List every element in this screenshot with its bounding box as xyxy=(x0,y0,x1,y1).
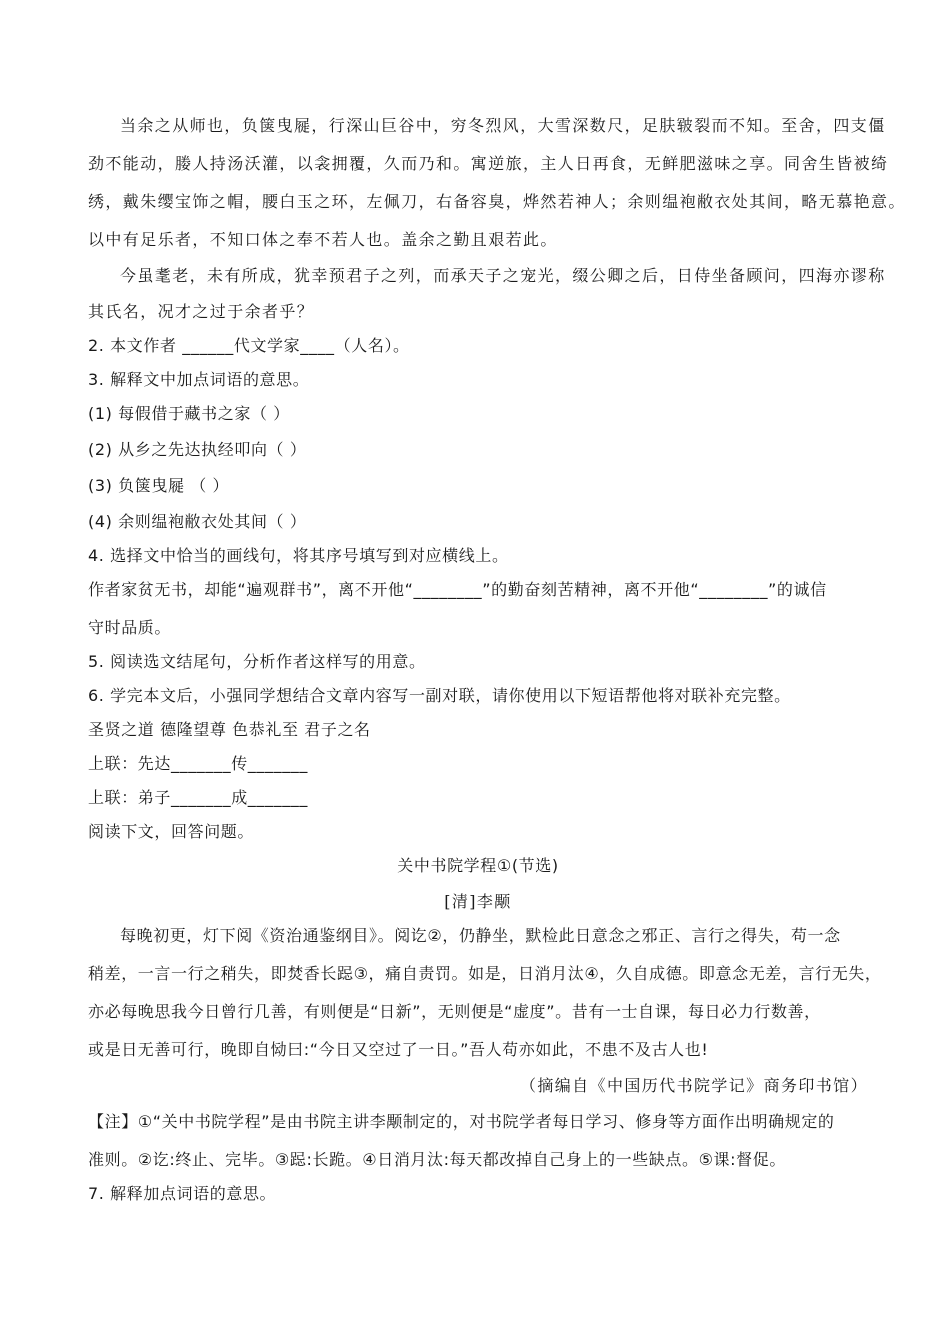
question-4: 4. 选择文中恰当的画线句，将其序号填写到对应横线上。 xyxy=(88,546,509,565)
passage1-line: 今虽耄老，未有所成，犹幸预君子之列，而承天子之宠光，缀公卿之后，日侍坐备顾问，四海亦谬称 xyxy=(120,266,886,285)
question-6-phrases: 圣贤之道 德隆望尊 色恭礼至 君子之名 xyxy=(88,720,371,739)
passage2-author: [清]李颙 xyxy=(444,892,512,911)
passage2-note: 准则。②讫:终止、完毕。③跽:长跪。④日消月汰:每天都改掉自己身上的一些缺点。⑤课:督促。 xyxy=(88,1150,786,1169)
passage2-line: 稍差，一言一行之稍失，即焚香长跽③，痛自责罚。如是，日消月汰④，久自成德。即意念无差，言行无失， xyxy=(88,964,882,983)
passage2-line: 每晚初更，灯下阅《资治通鉴纲目》。阅讫②，仍静坐，默检此日意念之邪正、言行之得失，苟一念 xyxy=(120,926,841,945)
question-6: 6. 学完本文后，小强同学想结合文章内容写一副对联，请你使用以下短语帮他将对联补充完整。 xyxy=(88,686,791,705)
question-4-text: 作者家贫无书，却能“遍观群书”，离不开他“________”的勤奋刻苦精神，离不开他“________”的诚信 xyxy=(88,580,827,599)
passage2-source: （摘编自《中国历代书院学记》商务印书馆） xyxy=(519,1076,868,1095)
couplet-line-1: 上联：先达_______传_______ xyxy=(88,754,308,773)
passage1-line: 当余之从师也，负箧曳屣，行深山巨谷中，穷冬烈风，大雪深数尺，足肤皲裂而不知。至舍，四支僵 xyxy=(120,116,886,135)
passage2-title: 关中书院学程①(节选) xyxy=(397,856,559,875)
reading-instruction: 阅读下文，回答问题。 xyxy=(88,822,255,841)
passage1-line: 以中有足乐者，不知口体之奉不若人也。盖余之勤且艰若此。 xyxy=(88,230,558,249)
question-3: 3. 解释文中加点词语的意思。 xyxy=(88,370,310,389)
question-5: 5. 阅读选文结尾句，分析作者这样写的用意。 xyxy=(88,652,426,671)
question-3-item-3: (3) 负箧曳屣 （ ） xyxy=(88,476,230,495)
question-4-text: 守时品质。 xyxy=(88,618,172,637)
question-7: 7. 解释加点词语的意思。 xyxy=(88,1184,277,1203)
passage1-line: 绣，戴朱缨宝饰之帽，腰白玉之环，左佩刀，右备容臭，烨然若神人；余则缊袍敝衣处其间，略无慕艳意。 xyxy=(88,192,906,211)
passage2-line: 或是日无善可行，晚即自恸曰:“今日又空过了一日。”吾人苟亦如此，不患不及古人也! xyxy=(88,1040,709,1059)
question-2: 2. 本文作者 ______代文学家____（人名）。 xyxy=(88,336,410,355)
passage2-line: 亦必每晚思我今日曾行几善，有则便是“日新”，无则便是“虚度”。昔有一士自课，每日必力行数善， xyxy=(88,1002,821,1021)
couplet-line-2: 上联：弟子_______成_______ xyxy=(88,788,308,807)
passage1-line: 其氏名，况才之过于余者乎？ xyxy=(88,302,315,321)
question-3-item-1: (1) 每假借于藏书之家（ ） xyxy=(88,404,290,423)
question-3-item-4: (4) 余则缊袍敝衣处其间（ ） xyxy=(88,512,307,531)
passage2-note: 【注】①“关中书院学程”是由书院主讲李颙制定的，对书院学者每日学习、修身等方面作出明确规定的 xyxy=(88,1112,835,1131)
question-3-item-2: (2) 从乡之先达执经叩向（ ） xyxy=(88,440,307,459)
passage1-line: 劲不能动，媵人持汤沃灌，以衾拥覆，久而乃和。寓逆旅，主人日再食，无鲜肥滋味之享。同舍生皆被绮 xyxy=(88,154,889,173)
